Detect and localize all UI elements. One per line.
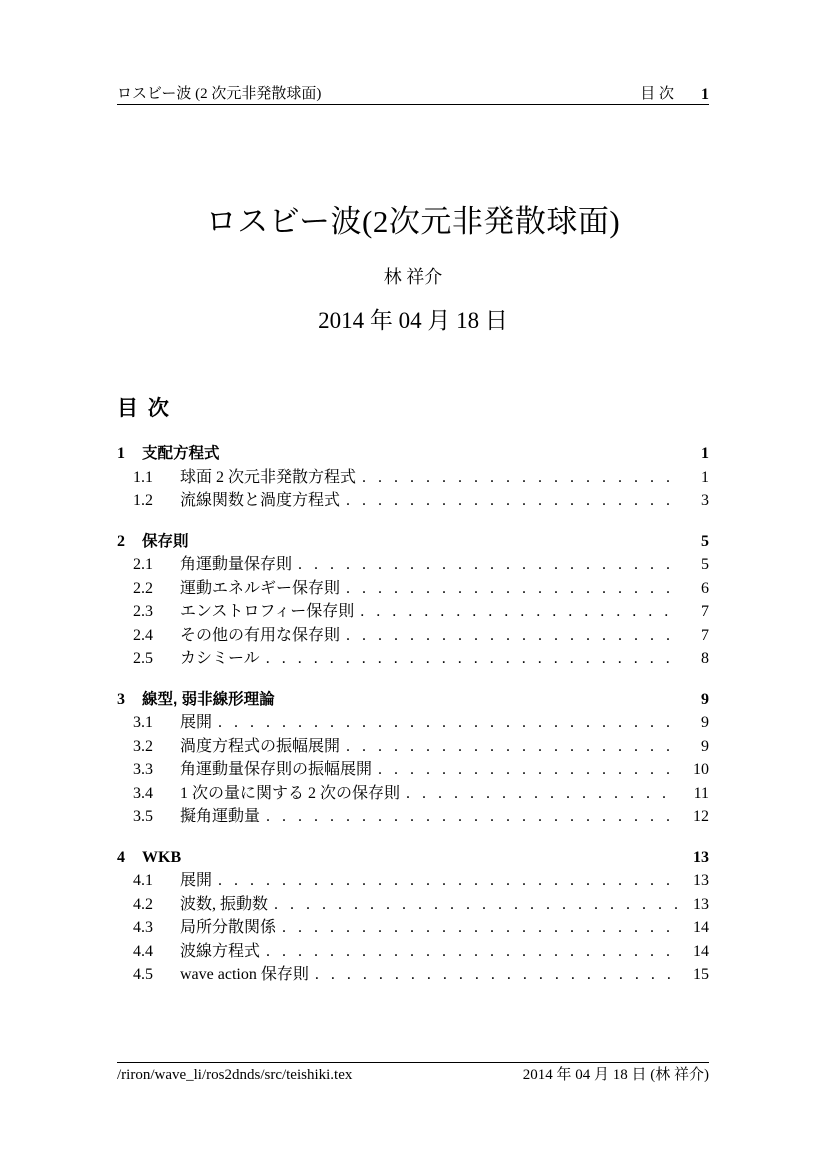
document-date: 2014 年 04 月 18 日 — [318, 308, 508, 333]
toc-section-row — [117, 963, 709, 987]
toc-leader-dots — [266, 647, 677, 671]
toc-entry-title: エンストロフィー保存則 — [180, 603, 355, 620]
toc-leader-dots — [315, 963, 677, 987]
toc-entry-page: 7 — [701, 626, 709, 644]
toc-entry-number: 2.4 — [133, 626, 153, 644]
toc-entry-number: 3.4 — [133, 784, 153, 802]
toc-entry-title: カシミール — [180, 650, 260, 667]
toc-entry-page: 6 — [701, 579, 709, 597]
toc-entry-page: 13 — [693, 872, 709, 889]
toc-entry-number: 4.4 — [133, 942, 153, 960]
toc-leader-dots — [298, 553, 677, 577]
toc-chapter-block — [117, 688, 709, 829]
toc-entry-title: 1 次の量に関する 2 次の保存則 — [180, 784, 401, 802]
toc-entry-page: 9 — [701, 690, 709, 708]
toc — [117, 437, 709, 987]
toc-section-row — [117, 782, 709, 806]
toc-leader-dots — [360, 600, 677, 624]
toc-chapter-block — [117, 530, 709, 671]
toc-section-row — [117, 940, 709, 964]
footer-file-path: /riron/wave_li/ros2dnds/src/teishiki.tex — [117, 1067, 353, 1083]
toc-entry-page: 15 — [693, 966, 709, 983]
toc-entry-number: 2.5 — [133, 650, 153, 667]
toc-entry-title: 球面 2 次元非発散方程式 — [180, 468, 357, 486]
toc-entry-number: 2 — [117, 532, 125, 550]
toc-entry-page: 14 — [693, 919, 709, 936]
toc-entry-number: 3.1 — [133, 714, 153, 731]
toc-leader-dots — [346, 577, 677, 601]
toc-leader-dots — [346, 735, 677, 759]
toc-entry-title: 流線関数と渦度方程式 — [180, 492, 341, 509]
toc-chapter-row — [117, 442, 709, 466]
toc-entry-number: 3.2 — [133, 737, 153, 755]
toc-entry-number: 4.5 — [133, 966, 153, 983]
header-section-label: 目 次 — [640, 86, 674, 102]
toc-entry-number: 4 — [117, 848, 125, 866]
toc-section-row — [117, 647, 709, 671]
page-header — [117, 83, 709, 105]
toc-entry-title: 展開 — [180, 872, 213, 889]
toc-section-row — [117, 869, 709, 893]
toc-entry-title: wave action 保存則 — [180, 966, 309, 983]
document-title: ロスビー波(2次元非発散球面) — [205, 204, 621, 239]
toc-entry-title: その他の有用な保存則 — [180, 626, 341, 644]
toc-entry-title: 展開 — [180, 714, 213, 731]
toc-entry-title: 運動エネルギー保存則 — [180, 579, 341, 597]
toc-section-row — [117, 624, 709, 648]
toc-heading: 目 次 — [117, 397, 171, 420]
toc-leader-dots — [282, 916, 677, 940]
toc-leader-dots — [346, 489, 677, 513]
toc-section-row — [117, 711, 709, 735]
toc-entry-number: 3 — [117, 690, 125, 708]
toc-entry-number: 2.1 — [133, 556, 153, 573]
toc-chapter-row — [117, 688, 709, 712]
toc-entry-title: WKB — [142, 848, 182, 866]
toc-leader-dots — [218, 711, 677, 735]
toc-entry-page: 7 — [701, 603, 709, 620]
toc-entry-title: 波数, 振動数 — [180, 895, 269, 913]
toc-leader-dots — [346, 624, 677, 648]
toc-chapter-row — [117, 530, 709, 554]
toc-section-row — [117, 893, 709, 917]
toc-entry-number: 3.3 — [133, 761, 153, 778]
toc-entry-page: 13 — [693, 895, 709, 913]
toc-entry-number: 4.1 — [133, 872, 153, 889]
toc-entry-number: 4.3 — [133, 919, 153, 936]
toc-section-row — [117, 758, 709, 782]
footer-date-author: 2014 年 04 月 18 日 (林 祥介) — [522, 1067, 709, 1083]
toc-entry-page: 3 — [701, 492, 709, 509]
toc-section-row — [117, 577, 709, 601]
page-footer — [117, 1062, 709, 1084]
toc-entry-page: 13 — [693, 848, 709, 866]
toc-leader-dots — [266, 940, 677, 964]
toc-entry-page: 9 — [701, 714, 709, 731]
toc-entry-number: 1 — [117, 445, 125, 462]
toc-entry-title: 保存則 — [142, 532, 189, 550]
toc-section-row — [117, 600, 709, 624]
toc-entry-page: 12 — [693, 808, 709, 825]
toc-leader-dots — [218, 869, 677, 893]
toc-leader-dots — [266, 805, 677, 829]
toc-leader-dots — [378, 758, 677, 782]
toc-leader-dots — [406, 782, 677, 806]
toc-section-row — [117, 489, 709, 513]
toc-leader-dots — [362, 466, 677, 490]
toc-entry-number: 1.2 — [133, 492, 153, 509]
toc-entry-page: 9 — [701, 737, 709, 755]
toc-leader-dots — [274, 893, 677, 917]
toc-entry-number: 2.3 — [133, 603, 153, 620]
toc-entry-page: 8 — [701, 650, 709, 667]
toc-entry-title: 角運動量保存則 — [180, 556, 293, 573]
toc-entry-title: 渦度方程式の振幅展開 — [180, 737, 341, 755]
toc-chapter-block — [117, 846, 709, 987]
toc-entry-page: 1 — [701, 445, 709, 462]
toc-entry-page: 11 — [693, 784, 709, 802]
toc-section-row — [117, 466, 709, 490]
toc-chapter-row — [117, 846, 709, 870]
toc-entry-title: 線型, 弱非線形理論 — [142, 690, 275, 708]
toc-entry-page: 5 — [701, 556, 709, 573]
toc-entry-number: 1.1 — [133, 468, 153, 486]
toc-entry-number: 2.2 — [133, 579, 153, 597]
toc-entry-page: 5 — [701, 532, 709, 550]
toc-entry-number: 3.5 — [133, 808, 153, 825]
header-running-title: ロスビー波 (2 次元非発散球面) — [117, 86, 322, 102]
toc-section-row — [117, 735, 709, 759]
toc-entry-title: 角運動量保存則の振幅展開 — [180, 761, 373, 778]
toc-entry-page: 1 — [701, 468, 709, 486]
toc-chapter-block — [117, 442, 709, 513]
toc-section-row — [117, 805, 709, 829]
toc-entry-title: 波線方程式 — [180, 942, 261, 960]
toc-entry-title: 支配方程式 — [142, 445, 220, 462]
document-author: 林 祥介 — [383, 267, 443, 287]
toc-section-row — [117, 916, 709, 940]
toc-entry-number: 4.2 — [133, 895, 153, 913]
toc-section-row — [117, 553, 709, 577]
toc-entry-page: 14 — [693, 942, 709, 960]
toc-entry-title: 局所分散関係 — [180, 919, 277, 936]
toc-entry-page: 10 — [693, 761, 709, 778]
toc-entry-title: 擬角運動量 — [180, 808, 261, 825]
header-page-number: 1 — [701, 86, 709, 103]
header-right-group — [640, 85, 709, 104]
